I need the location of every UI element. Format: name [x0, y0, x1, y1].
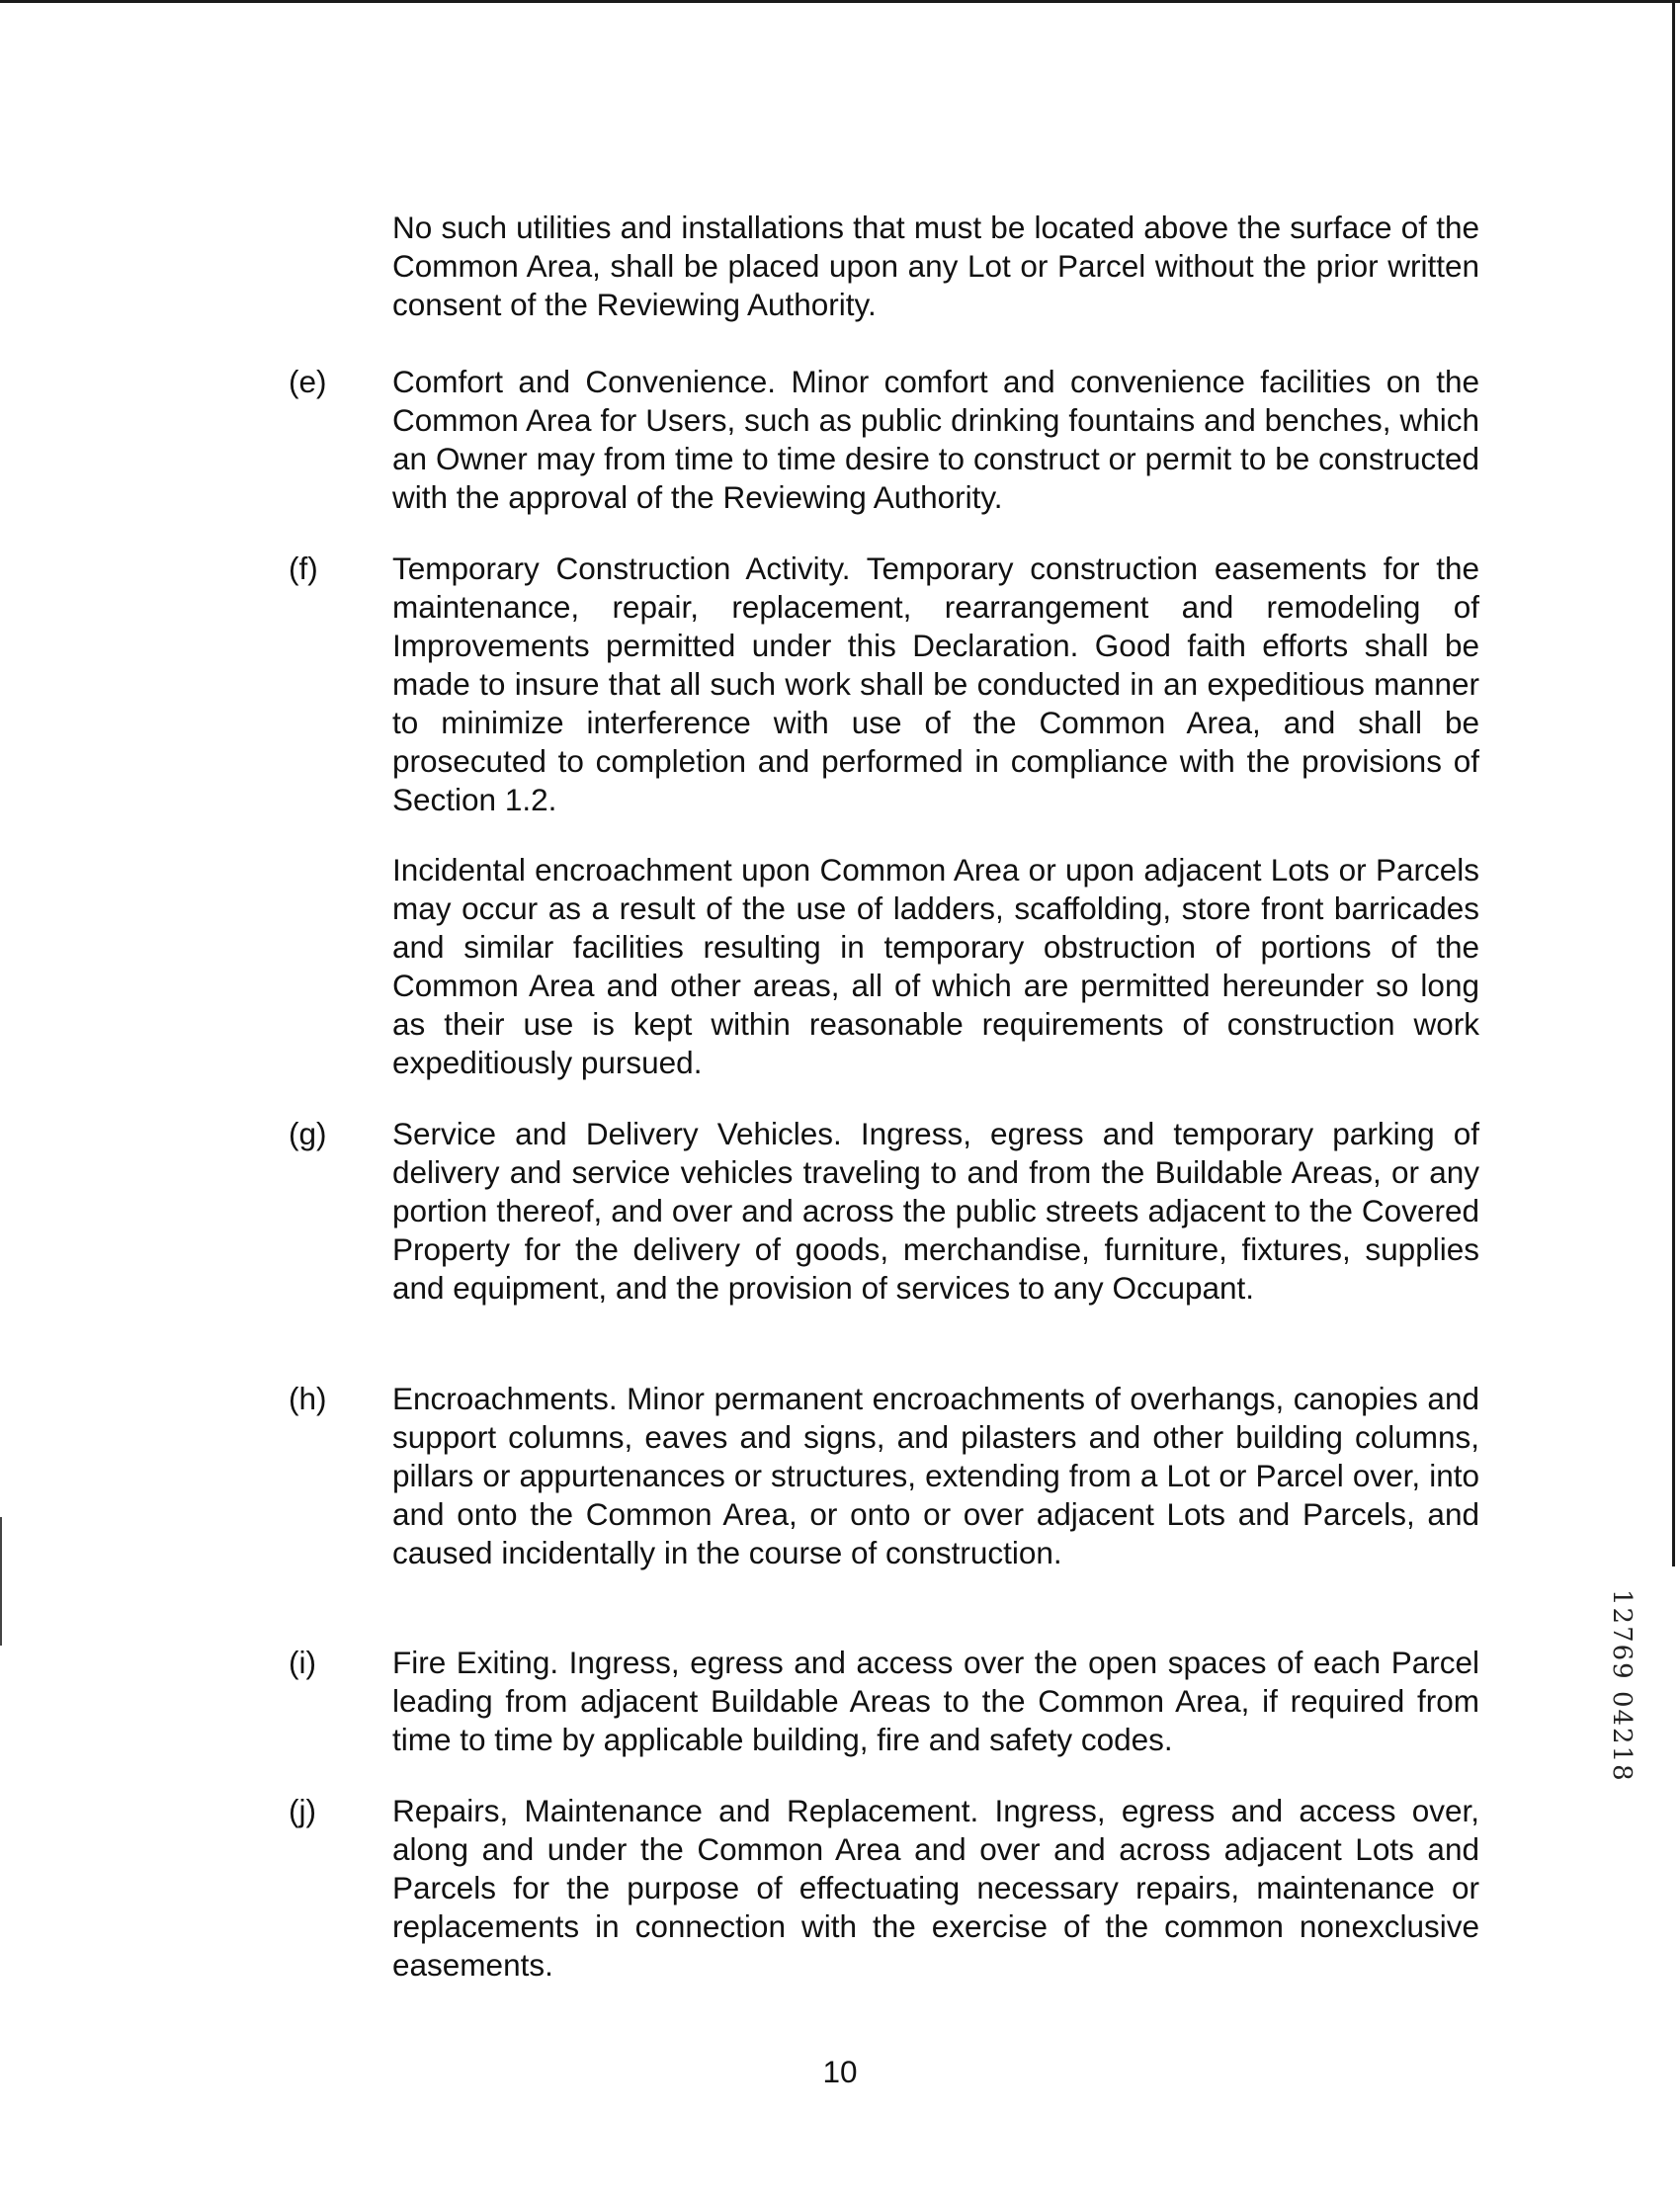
- item-text-h: Encroachments. Minor permanent encroachments of overhangs, canopies and support columns, eaves and signs, and pilasters and other building columns, pillars or appurtenances or structures, extending from a Lot or Parcel over, into and onto the Common Area, or onto or over adjacent Lots and Parcels, and caused incidentally in the course of construction.: [392, 1381, 1479, 1570]
- item-text-e: Comfort and Convenience. Minor comfort and convenience facilities on the Common Area for Users, such as public drinking fountains and benches, which an Owner may from time to time desire to construct or permit to be constructed with the approval of the Reviewing Authority.: [392, 364, 1479, 515]
- scan-mark-left: [0, 1517, 2, 1646]
- item-text-g: Service and Delivery Vehicles. Ingress, egress and temporary parking of delivery and service vehicles traveling to and from the Buildable Areas, or any portion thereof, and over and across the public streets adjacent to the Covered Property for the delivery of goods, merchandise, furniture, fixtures, supplies and equipment, and the provision of services to any Occupant.: [392, 1116, 1479, 1306]
- item-label-g: (g): [289, 1116, 327, 1151]
- item-label-f: (f): [289, 550, 318, 586]
- item-text-i: Fire Exiting. Ingress, egress and access over the open spaces of each Parcel leading from adjacent Buildable Areas to the Common Area, if required from time to time by applicable building, fire and safety codes.: [392, 1645, 1479, 1757]
- continuation-paragraph: No such utilities and installations that must be located above the surface of the Common Area, shall be placed upon any Lot or Parcel without the prior written consent of the Reviewing Authority.: [392, 210, 1479, 322]
- recording-stamp: 12769 04218: [1607, 1589, 1637, 1783]
- item-text-f-continued: Incidental encroachment upon Common Area or upon adjacent Lots or Parcels may occur as a result of the use of ladders, scaffolding, store front barricades and similar facilities resulting in temporary obstruction of portions of the Common Area and other areas, all of which are permitted hereunder so long as their use is kept within reasonable requirements of construction work expeditiously pursued.: [392, 852, 1479, 1080]
- item-label-e: (e): [289, 364, 327, 399]
- item-label-h: (h): [289, 1381, 327, 1416]
- scan-border-top: [0, 0, 1680, 3]
- item-label-i: (i): [289, 1645, 316, 1680]
- item-label-j: (j): [289, 1793, 316, 1828]
- scan-border-right: [1672, 0, 1675, 1566]
- page-number: 10: [822, 2054, 858, 2089]
- item-text-f: Temporary Construction Activity. Temporary construction easements for the maintenance, repair, replacement, rearrangement and remodeling of Improvements permitted under this Declaration. Good faith efforts shall be made to insure that all such work shall be conducted in an expeditious manner to minimize interference with use of the Common Area, and shall be prosecuted to completion and performed in compliance with the provisions of Section 1.2.: [392, 550, 1479, 817]
- item-text-j: Repairs, Maintenance and Replacement. Ingress, egress and access over, along and under the Common Area and over and across adjacent Lots and Parcels for the purpose of effectuating necessary repairs, maintenance or replacements in connection with the exercise of the common nonexclusive easements.: [392, 1793, 1479, 1983]
